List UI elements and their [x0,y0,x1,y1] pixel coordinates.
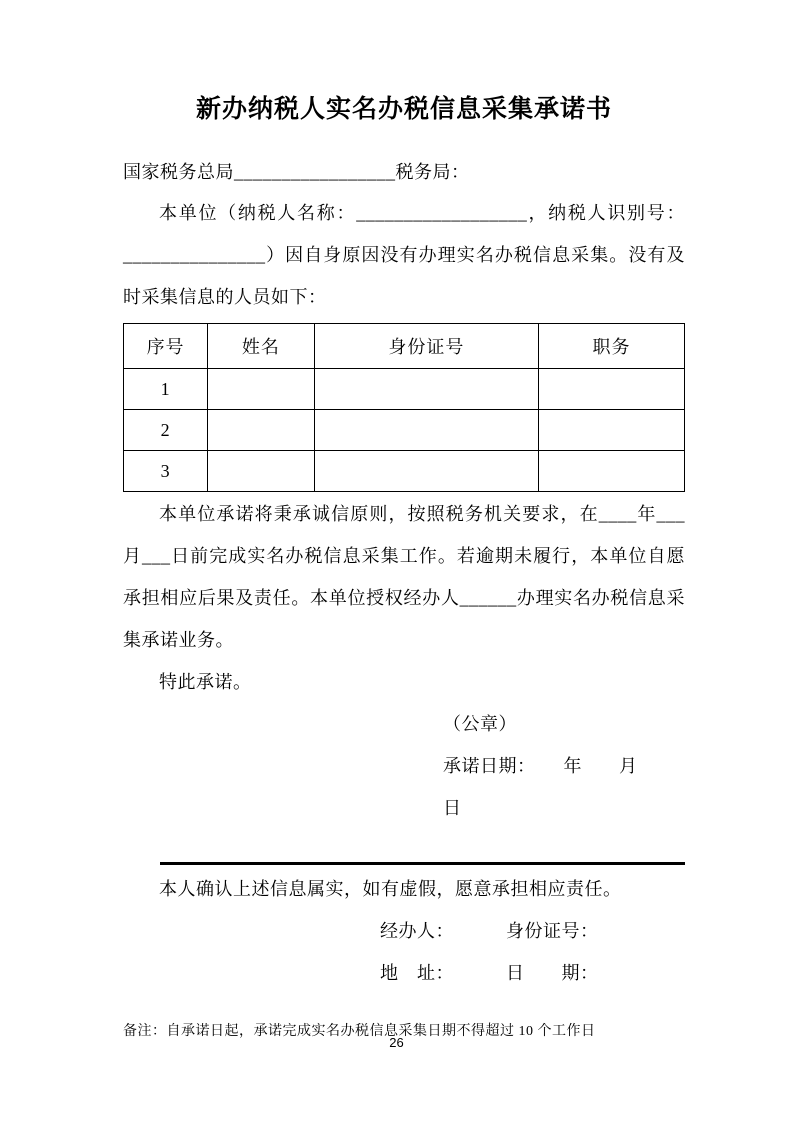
commitment-date-line: 承诺日期： 年 月 日 [443,755,675,818]
name-cell [208,451,315,492]
address-label: 地 址： [380,962,454,983]
seal-placeholder: （公章） [443,713,517,734]
position-cell [539,410,685,451]
table-row [124,451,685,492]
addressee-blank: _________________ [234,161,396,182]
addressee-line [123,152,685,194]
serial-cell: 3 [124,451,208,492]
position-cell [539,451,685,492]
addressee-suffix: 税务局： [395,161,470,182]
id-number-cell [314,410,538,451]
address-line [123,953,685,995]
position-cell [539,369,685,410]
id-number-cell [314,451,538,492]
document-title: 新办纳税人实名办税信息采集承诺书 [195,95,612,123]
table-header-row [124,324,685,369]
page-number: 26 [389,1035,404,1050]
commitment-paragraph: 本单位承诺将秉承诚信原则，按照税务机关要求，在____年___月___日前完成实名办税信息采集工作。若逾期未履行，本单位自愿承担相应后果及责任。本单位授权经办人______办理实名办税信息采集承诺业务。 [123,504,685,651]
name-cell [208,410,315,451]
closing-line: 特此承诺。 [159,672,252,692]
agent-line [123,911,685,953]
address-date-label: 日 期： [506,962,599,983]
addressee-prefix: 国家税务总局 [123,161,234,182]
header-serial: 序号 [124,324,208,369]
header-id-number: 身份证号 [314,324,538,369]
header-position: 职务 [539,324,685,369]
id-number-cell [314,369,538,410]
confirmation-statement: 本人确认上述信息属实，如有虚假，愿意承担相应责任。 [159,878,622,899]
header-name: 姓名 [208,324,315,369]
separator-line [160,862,685,865]
table-row [124,369,685,410]
note-line: 备注：自承诺日起，承诺完成实名办税信息采集日期不得超过 10 个工作日 [123,1023,596,1039]
personnel-table [123,323,685,492]
table-row [124,410,685,451]
agent-label: 经办人： [380,920,454,941]
agent-id-label: 身份证号： [506,920,599,941]
intro-paragraph: 本单位（纳税人名称：__________________，纳税人识别号：_______________）因自身原因没有办理实名办税信息采集。没有及时采集信息的人员如下： [123,203,685,308]
serial-cell: 1 [124,369,208,410]
name-cell [208,369,315,410]
serial-cell: 2 [124,410,208,451]
